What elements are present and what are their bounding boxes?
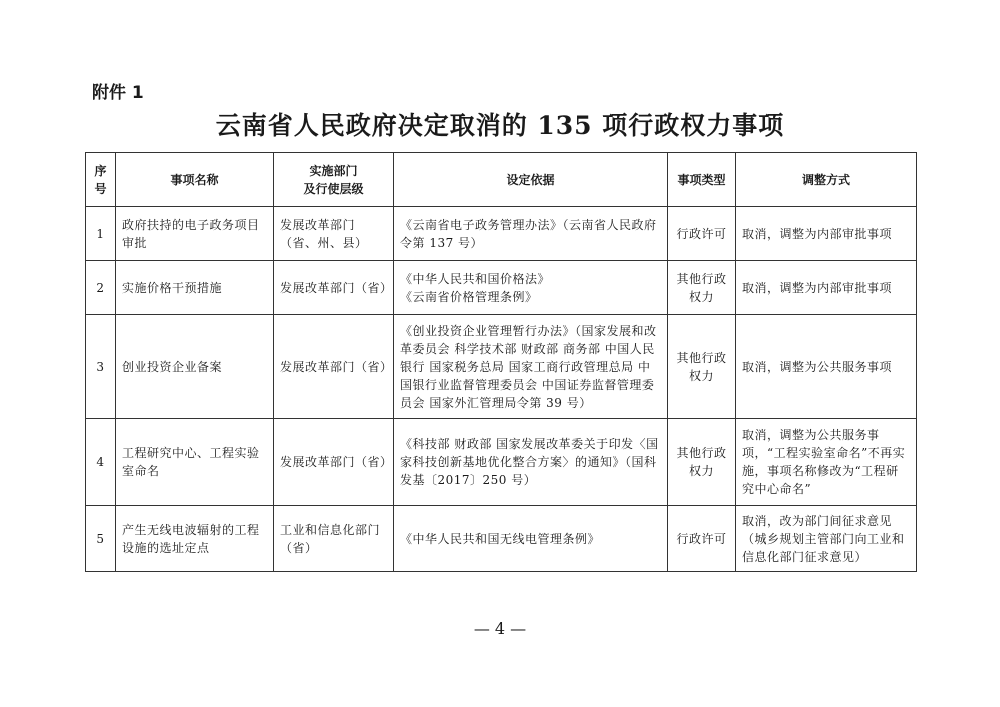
row-number: 4 xyxy=(86,419,116,506)
header-legal-basis: 设定依据 xyxy=(394,153,668,207)
power-items-table xyxy=(85,152,917,572)
page-number: — 4 — xyxy=(473,619,527,638)
header-serial-number: 序 号 xyxy=(86,153,116,207)
row-department: 工业和信息化部门（省） xyxy=(274,506,394,572)
row-adjustment: 取消，调整为内部审批事项 xyxy=(736,207,917,261)
row-item-type: 其他行政 权力 xyxy=(668,261,736,315)
row-item-name: 工程研究中心、工程实验室命名 xyxy=(116,419,274,506)
row-legal-basis: 《中华人民共和国无线电管理条例》 xyxy=(394,506,668,572)
table-row xyxy=(86,315,917,419)
row-item-type: 其他行政 权力 xyxy=(668,419,736,506)
header-adjustment: 调整方式 xyxy=(736,153,917,207)
table-row xyxy=(86,207,917,261)
header-item-type: 事项类型 xyxy=(668,153,736,207)
row-adjustment: 取消，改为部门间征求意见（城乡规划主管部门向工业和信息化部门征求意见） xyxy=(736,506,917,572)
row-item-type: 其他行政 权力 xyxy=(668,315,736,419)
header-item-name: 事项名称 xyxy=(116,153,274,207)
row-department: 发展改革部门（省、州、县） xyxy=(274,207,394,261)
table-header-row xyxy=(86,153,917,207)
row-number: 1 xyxy=(86,207,116,261)
row-legal-basis: 《云南省电子政务管理办法》（云南省人民政府令第 137 号） xyxy=(394,207,668,261)
row-item-type: 行政许可 xyxy=(668,207,736,261)
header-department: 实施部门 及行使层级 xyxy=(274,153,394,207)
row-adjustment: 取消，调整为内部审批事项 xyxy=(736,261,917,315)
row-number: 3 xyxy=(86,315,116,419)
row-legal-basis: 《创业投资企业管理暂行办法》（国家发展和改革委员会 科学技术部 财政部 商务部 中国人民银行 国家税务总局 国家工商行政管理总局 中国银行业监督管理委员会 中国证券监督管理委员会 国家外汇管理局令第 39 号） xyxy=(394,315,668,419)
document-title: 云南省人民政府决定取消的 135 项行政权力事项 xyxy=(215,111,785,140)
row-item-name: 产生无线电波辐射的工程设施的选址定点 xyxy=(116,506,274,572)
row-item-type: 行政许可 xyxy=(668,506,736,572)
row-adjustment: 取消，调整为公共服务事项，“工程实验室命名”不再实施，事项名称修改为“工程研究中心命名” xyxy=(736,419,917,506)
row-department: 发展改革部门（省） xyxy=(274,315,394,419)
attachment-label: 附件 1 xyxy=(92,83,144,103)
table-row xyxy=(86,419,917,506)
row-number: 2 xyxy=(86,261,116,315)
row-legal-basis: 《科技部 财政部 国家发展改革委关于印发〈国家科技创新基地优化整合方案〉的通知》（国科发基〔2017〕250 号） xyxy=(394,419,668,506)
row-number: 5 xyxy=(86,506,116,572)
table-row xyxy=(86,261,917,315)
row-adjustment: 取消，调整为公共服务事项 xyxy=(736,315,917,419)
table-row xyxy=(86,506,917,572)
row-item-name: 实施价格干预措施 xyxy=(116,261,274,315)
row-item-name: 政府扶持的电子政务项目审批 xyxy=(116,207,274,261)
row-item-name: 创业投资企业备案 xyxy=(116,315,274,419)
row-department: 发展改革部门（省） xyxy=(274,261,394,315)
row-department: 发展改革部门（省） xyxy=(274,419,394,506)
row-legal-basis: 《中华人民共和国价格法》 《云南省价格管理条例》 xyxy=(394,261,668,315)
